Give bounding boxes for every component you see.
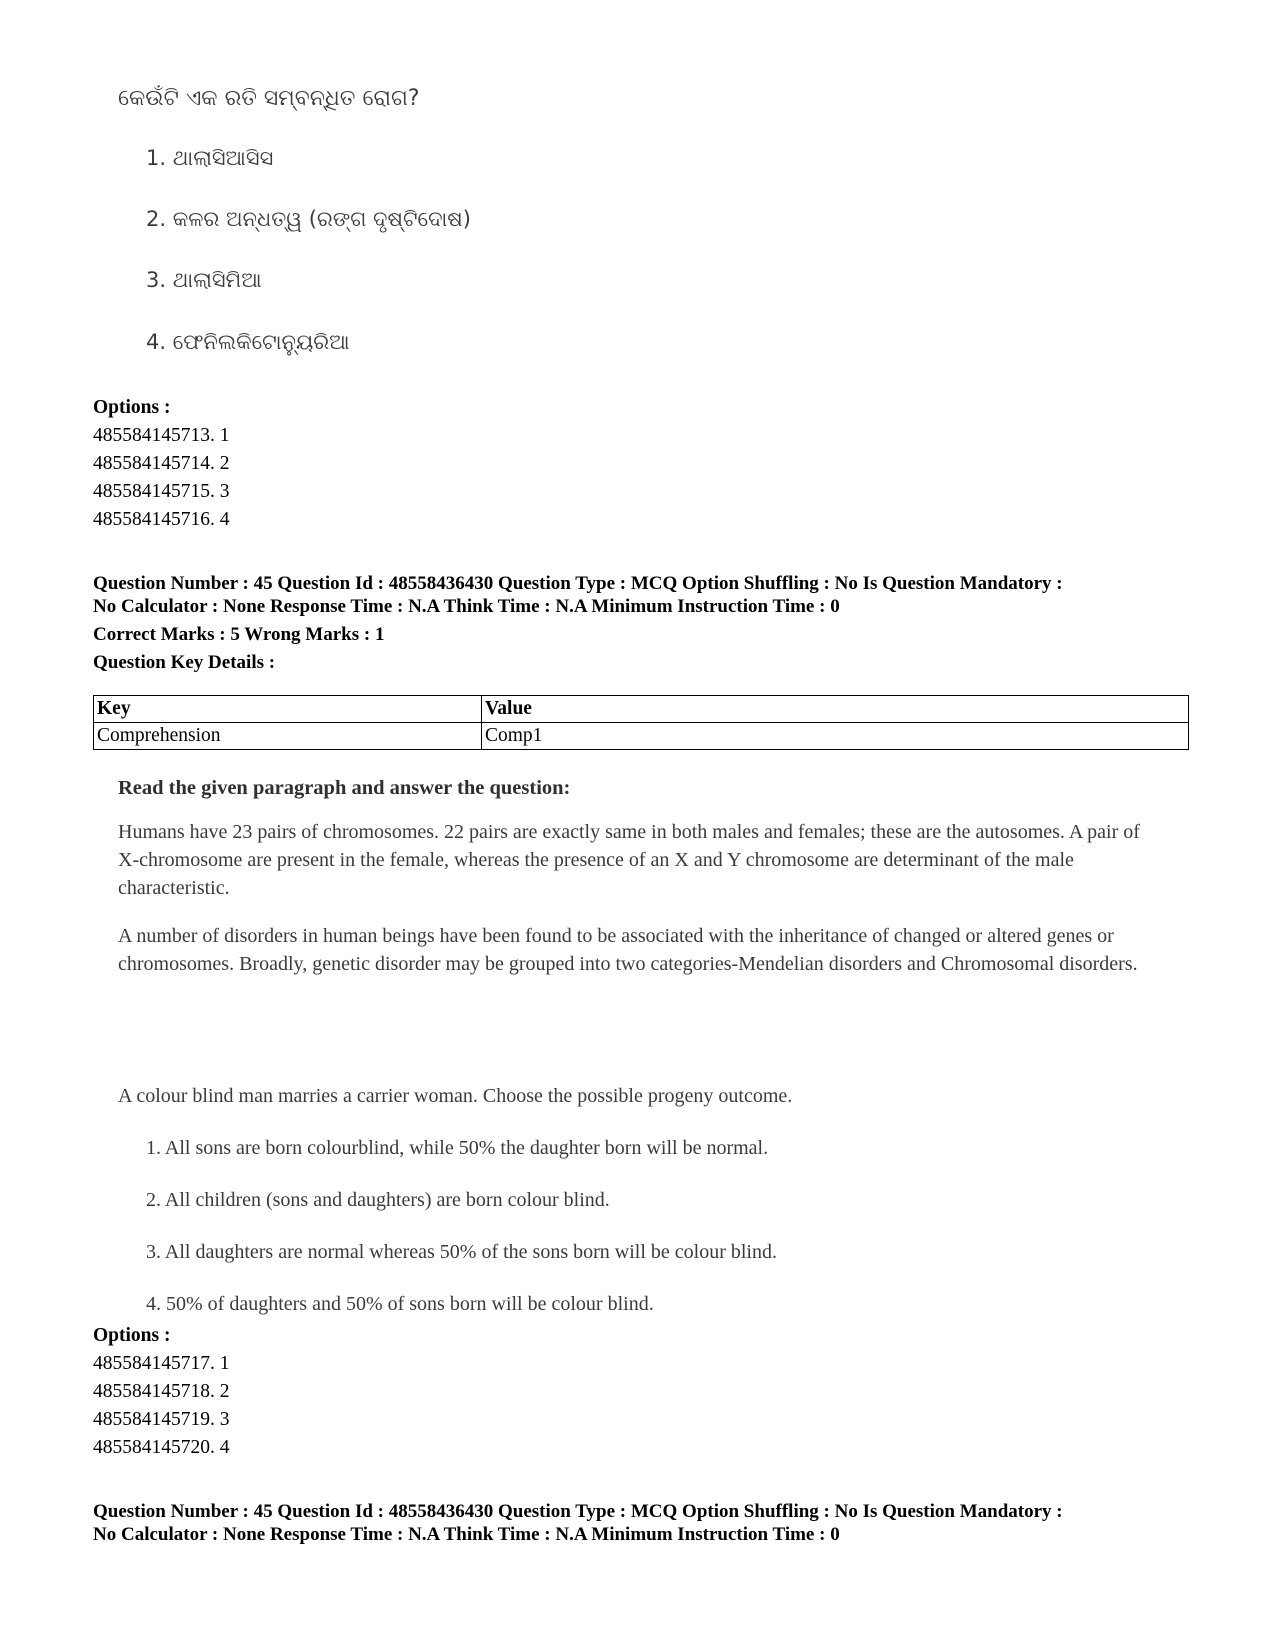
table-header-row [94, 696, 1189, 723]
options-label-2: Options : [93, 1325, 171, 1346]
question-text: A colour blind man marries a carrier woman. Choose the possible progeny outcome. [118, 1085, 793, 1107]
table-header-value: Value [482, 696, 1189, 723]
key-details-table [93, 695, 1189, 750]
odia-item-1: 1. ଥାଲାସିଆସିସ [146, 146, 274, 170]
question-item-1: 1. All sons are born colourblind, while 50% the daughter born will be normal. [146, 1137, 769, 1159]
option-2-3: 485584145719. 3 [93, 1409, 230, 1430]
paragraph-2: A number of disorders in human beings have been found to be associated with the inheritance of changed or altered genes or chromosomes. Broadly, genetic disorder may be grouped into two categories-Mendelian disorders and Chromosomal disorders. [118, 925, 1138, 975]
option-2-1: 485584145717. 1 [93, 1353, 230, 1374]
option-1-2: 485584145714. 2 [93, 453, 230, 474]
option-2-2: 485584145718. 2 [93, 1381, 230, 1402]
options-label-1: Options : [93, 397, 171, 418]
option-1-1: 485584145713. 1 [93, 425, 230, 446]
table-header-key: Key [94, 696, 482, 723]
question-meta-line-3: Question Number : 45 Question Id : 48558436430 Question Type : MCQ Option Shuffling : No Is Question Mandatory : [93, 1501, 1063, 1522]
odia-question-text: କେଉଁଟି ଏକ ରତି ସମ୍ବନ୍ଧିତ ରୋଗ? [118, 86, 420, 111]
paragraph-1: Humans have 23 pairs of chromosomes. 22 pairs are exactly same in both males and females; these are the autosomes. A pair of X-chromosome are present in the female, whereas the presence of an X and Y chromosome are determinant of the male characteristic. [118, 821, 1140, 899]
table-row [94, 723, 1189, 750]
odia-item-2: 2. କଳର ଅନ୍ଧତ୍ୱ (ରଙ୍ଗ ଦୃଷ୍ଟିଦୋଷ) [146, 207, 471, 231]
paragraph-heading: Read the given paragraph and answer the question: [118, 777, 571, 799]
odia-item-4: 4. ଫେନିଲକିଟୋନ୍ୟୁରିଆ [146, 330, 350, 354]
option-1-3: 485584145715. 3 [93, 481, 230, 502]
question-item-4: 4. 50% of daughters and 50% of sons born will be colour blind. [146, 1293, 654, 1315]
odia-item-3: 3. ଥାଲାସିମିଆ [146, 268, 262, 292]
option-2-4: 485584145720. 4 [93, 1437, 230, 1458]
question-item-2: 2. All children (sons and daughters) are born colour blind. [146, 1189, 610, 1211]
option-1-4: 485584145716. 4 [93, 509, 230, 530]
question-item-3: 3. All daughters are normal whereas 50% of the sons born will be colour blind. [146, 1241, 777, 1263]
question-meta-line-4: No Calculator : None Response Time : N.A Think Time : N.A Minimum Instruction Time : 0 [93, 1524, 840, 1545]
key-details-label: Question Key Details : [93, 652, 276, 673]
question-meta-line-1: Question Number : 45 Question Id : 48558436430 Question Type : MCQ Option Shuffling : No Is Question Mandatory : [93, 573, 1063, 594]
marks-line: Correct Marks : 5 Wrong Marks : 1 [93, 624, 385, 645]
table-cell-value: Comp1 [482, 723, 1189, 750]
question-meta-line-2: No Calculator : None Response Time : N.A Think Time : N.A Minimum Instruction Time : 0 [93, 596, 840, 617]
table-cell-key: Comprehension [94, 723, 482, 750]
